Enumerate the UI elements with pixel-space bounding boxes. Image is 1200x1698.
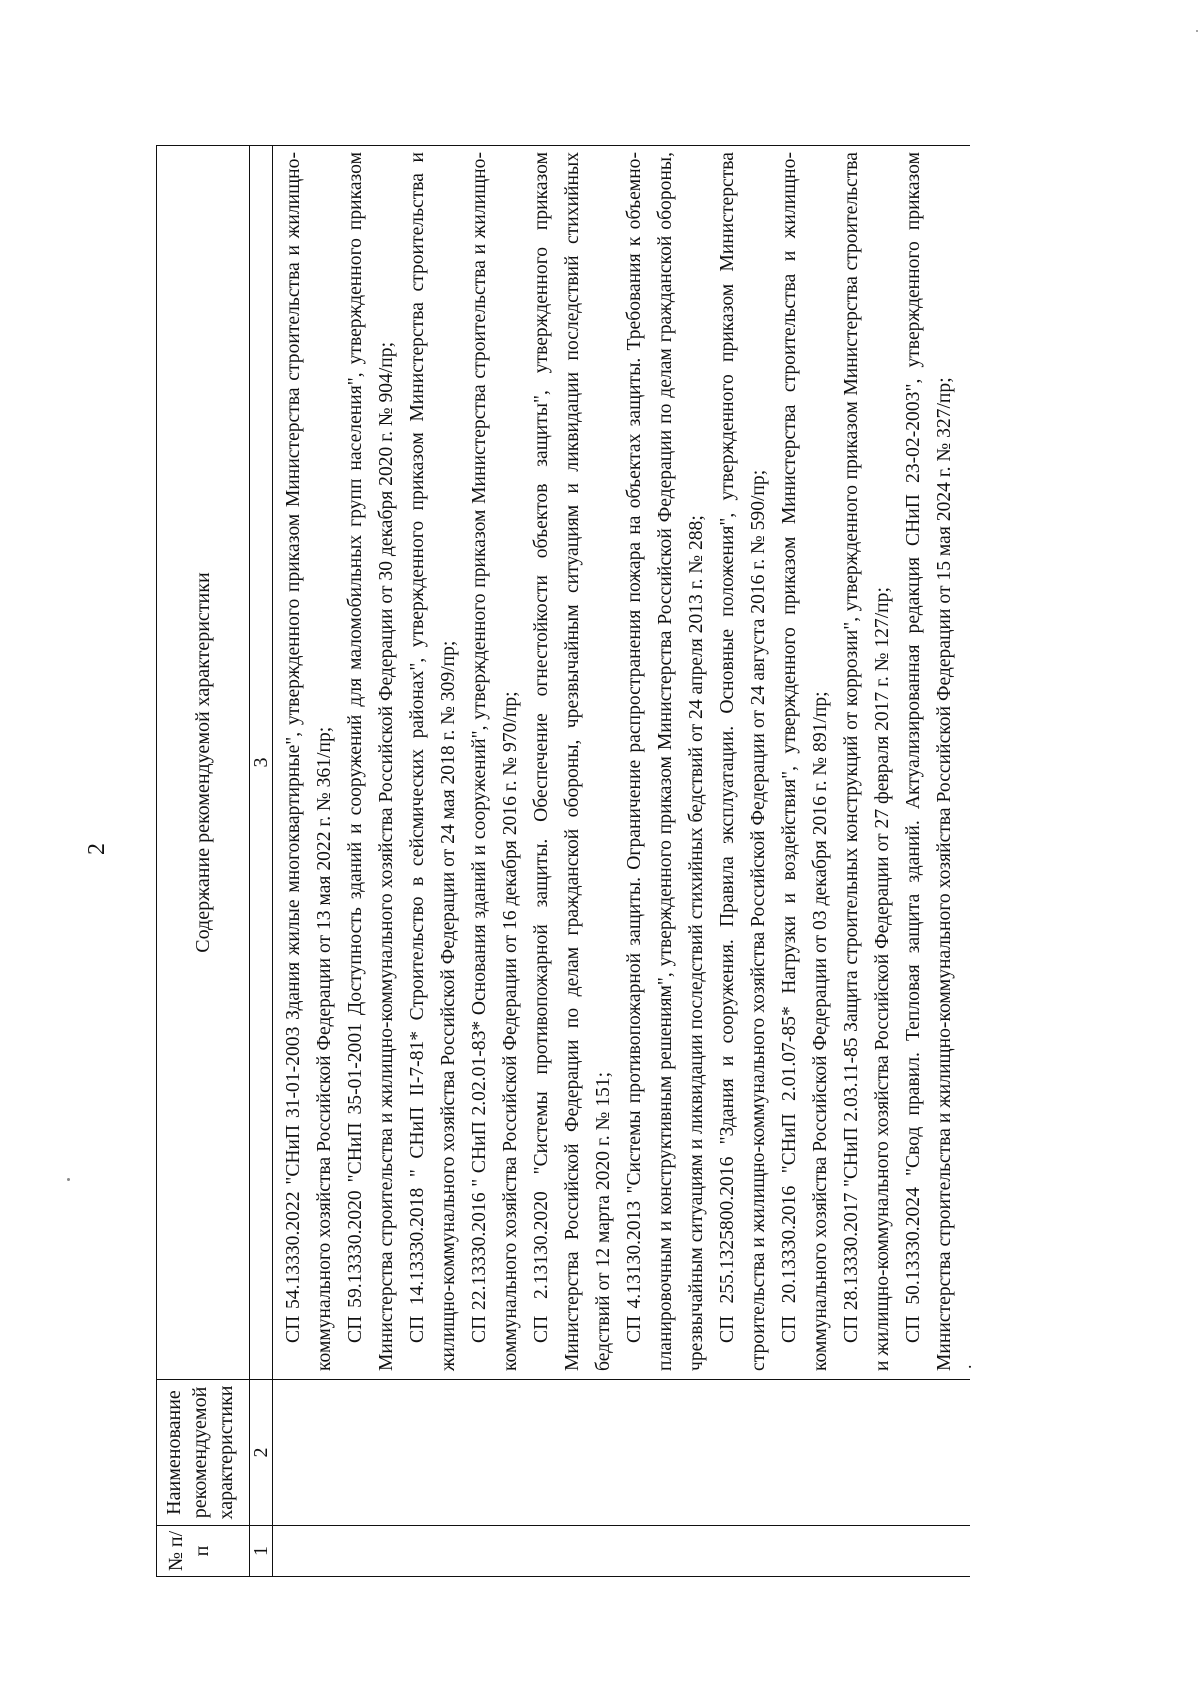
content-cell <box>273 146 975 1380</box>
standards-table <box>156 145 975 1577</box>
list-item: СП 50.13330.2024 "Свод правил. Тепловая защита зданий. Актуализированная редакция СНиП 23-02-2003", утвержденного приказом Министерства строительства и жилищно-коммунального хозяйства Российской Федерации от 15 мая 2024 г. № 327/пр; <box>903 152 955 1371</box>
index-cell-1: 1 <box>250 1526 273 1577</box>
index-cell-2: 2 <box>250 1380 273 1526</box>
list-item: СП 59.13330.2020 "СНиП 35-01-2001 Доступность зданий и сооружений для маломобильных групп населения", утвержденного приказом Министерства строительства и жилищно-коммунального хозяйства Российской Федерации от 30 декабря 2020 г. № 904/пр; <box>345 152 397 1371</box>
index-cell-3: 3 <box>250 146 273 1380</box>
table-header-row <box>157 146 250 1577</box>
page-number: 2 <box>84 843 110 855</box>
header-name: Наименование рекомендуемой характеристики <box>157 1380 250 1526</box>
list-item: СП 2.13130.2020 "Системы противопожарной защиты. Обеспечение огнестойкости объектов защиты", утвержденного приказом Министерства Российской Федерации по делам гражданской обороны, чрезвычайным ситуациям и ликвидации последствий стихийных бедствий от 12 марта 2020 г. № 151; <box>531 152 614 1371</box>
number-cell <box>273 1526 971 1577</box>
name-cell <box>273 1380 971 1526</box>
list-item: СП 22.13330.2016 " СНиП 2.02.01-83* Основания зданий и сооружений", утвержденного приказом Министерства строительства и жилищно-коммунального хозяйства Российской Федерации от 16 декабря 2016 г. № 970/пр; <box>469 152 521 1371</box>
list-item: СП 255.1325800.2016 "Здания и сооружения. Правила эксплуатации. Основные положения", утвержденного приказом Министерства строительства и жилищно-коммунального хозяйства Российской Федерации от 24 августа 2016 г. № 590/пр; <box>717 152 769 1371</box>
list-item: СП 20.13330.2016 "СНиП 2.01.07-85* Нагрузки и воздействия", утвержденного приказом Министерства строительства и жилищно-коммунального хозяйства Российской Федерации от 03 декабря 2016 г. № 891/пр; <box>779 152 831 1371</box>
header-content: Содержание рекомендуемой характеристики <box>157 146 250 1380</box>
table-index-row <box>250 146 273 1577</box>
list-item: СП 28.13330.2017 "СНиП 2.03.11-85 Защита строительных конструкций от коррозии", утвержденного приказом Министерства строительства и жилищно-коммунального хозяйства Российской Федерации от 27 февраля 2017 г. № 127/пр; <box>841 152 893 1371</box>
list-item: СП 4.13130.2013 "Системы противопожарной защиты. Ограничение распространения пожара на объектах защиты. Требования к объемно-планировочным и конструктивным решениям", утвержденного приказом Министерства Российской Федерации по делам гражданской обороны, чрезвычайным ситуациям и ликвидации последствий стихийных бедствий от 24 апреля 2013 г. № 288; <box>624 152 707 1371</box>
header-number: № п/п <box>157 1526 250 1577</box>
trailing-mark: . <box>955 1364 975 1369</box>
list-item: СП 14.13330.2018 " СНиП II-7-81* Строительство в сейсмических районах", утвержденного приказом Министерства строительства и жилищно-коммунального хозяйства Российской Федерации от 24 мая 2018 г. № 309/пр; <box>407 152 459 1371</box>
list-item: СП 54.13330.2022 "СНиП 31-01-2003 Здания жилые многоквартирные", утвержденного приказом Министерства строительства и жилищно-коммунального хозяйства Российской Федерации от 13 мая 2022 г. № 361/пр; <box>283 152 335 1371</box>
table-row <box>273 146 971 1577</box>
